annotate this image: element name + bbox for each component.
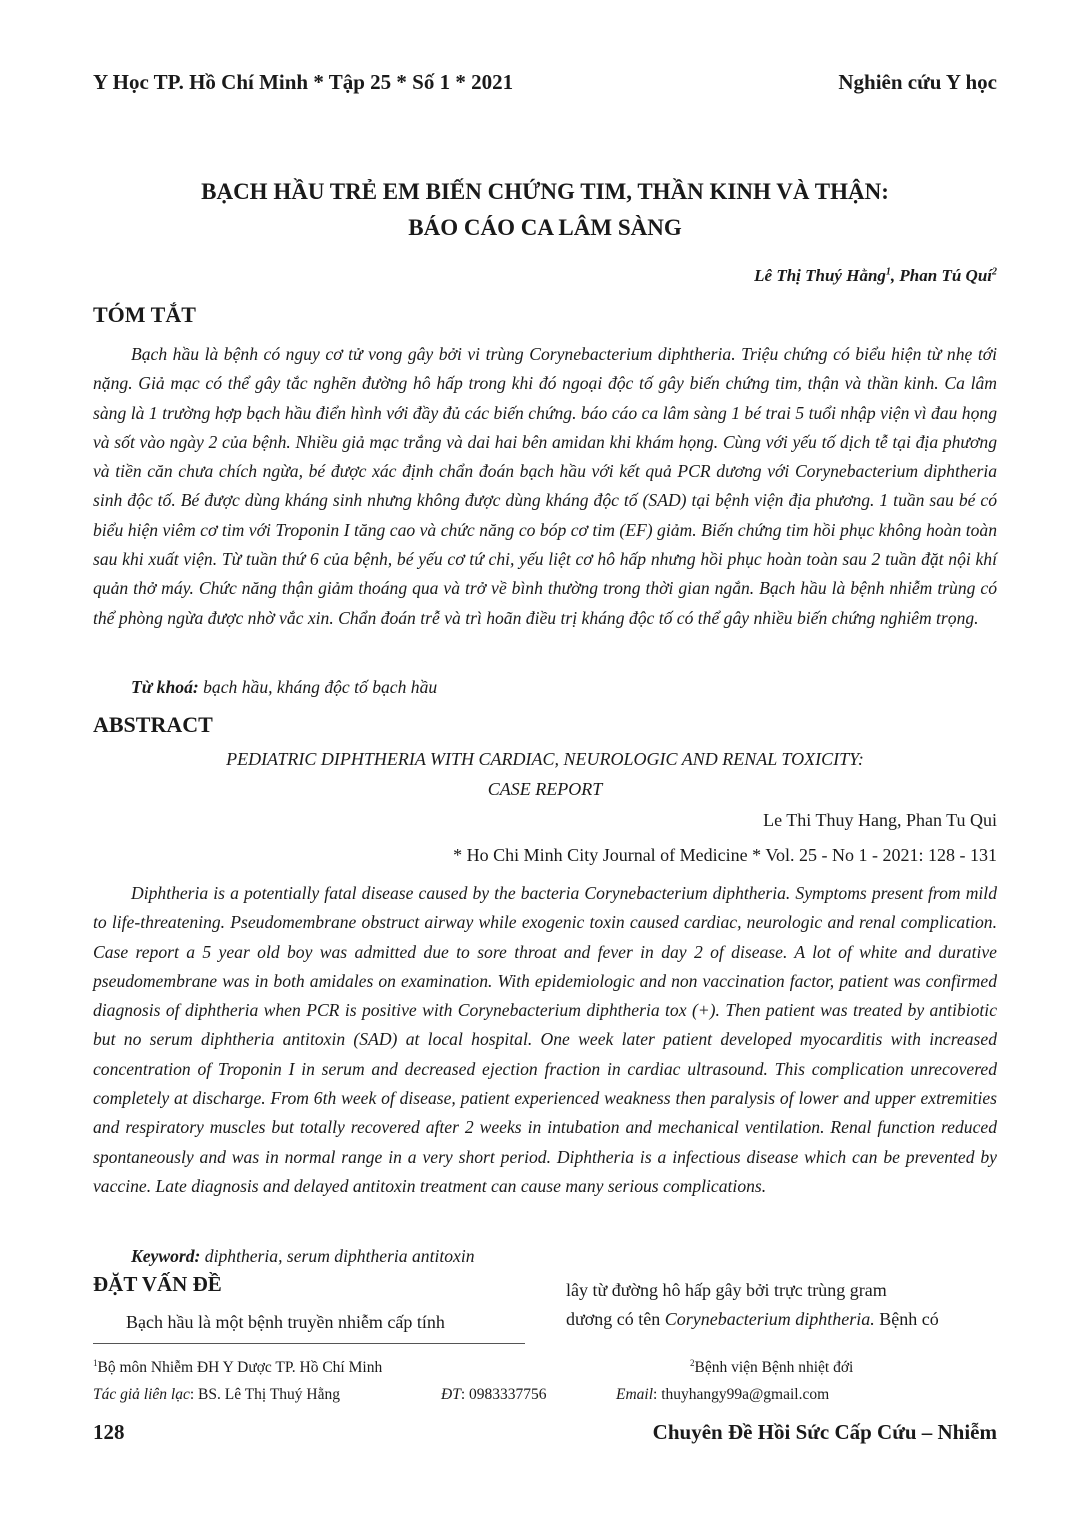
summary-text: Bạch hầu là bệnh có nguy cơ tử vong gây bởi vi trùng Corynebacterium diphtheria. Triệu chứng có biểu hiện từ nhẹ tới nặng. Giả mạc có thể gây tắc nghẽn đường hô hấp trong khi đó ngoại độc tố gây biến chứng tim, thận và thần kinh. Ca lâm sàng là 1 trường hợp bạch hầu điển hình với đầy đủ các biến chứng. báo cáo ca lâm sàng 1 bé trai 5 tuổi nhập viện vì đau họng và sốt vào ngày 2 của bệnh. Nhiều giả mạc trắng và dai hai bên amidan khi khám họng. Cùng với yếu tố dịch tễ tại địa phương và tiền căn chưa chích ngừa, bé được xác định chẩn đoán bạch hầu với kết quả PCR dương với Corynebacterium diphtheria sinh độc tố. Bé được dùng kháng sinh nhưng không được dùng kháng độc tố (SAD) tại bệnh viện địa phương. 1 tuần sau bé có biểu hiện viêm cơ tim với Troponin I tăng cao và chức năng co bóp cơ tim (EF) giảm. Biến chứng tim hồi phục không hoàn toàn sau khi xuất viện. Từ tuần thứ 6 của bệnh, bé yếu cơ tứ chi, yếu liệt cơ hô hấp nhưng hồi phục hoàn toàn sau 2 tuần đặt nội khí quản thở máy. Chức năng thận giảm thoáng qua và trở về bình thường trong thời gian ngắn. Bạch hầu là bệnh nhiễm trùng có thể phòng ngừa được nhờ vắc xin. Chẩn đoán trễ và trì hoãn điều trị kháng độc tố có thể gây nhiều biến chứng nghiêm trọng. [93,344,997,628]
abstract-text: Diphtheria is a potentially fatal disease caused by the bacteria Corynebacterium diphtheria. Symptoms present from mild to life-threatening. Pseudomembrane obstruct airway while exogenic toxin caused cardiac, neurologic and renal complication. Case report a 5 year old boy was admitted due to sore throat and fever in day 2 of disease. A lot of white and durative pseudomembrane was in both amidales on examination. With epidemiologic and non vaccination factor, patient was confirmed diagnosis of diphtheria when PCR is positive with Corynebacterium diphtheria tox (+). Then patient was treated by antibiotic but no serum diphtheria antitoxin (SAD) at local hospital. One week later patient developed myocarditis with increased concentration of Troponin I in serum and decreased ejection fraction in cardiac ultrasound. This complication unrecovered completely at discharge. From 6th week of disease, patient experienced weakness then paralysis of lower and upper extremities and respiratory muscles but totally recovered after 2 weeks in intubation and mechanical ventilation. Renal function reduced spontaneously and was in normal range in a very short period. Diphtheria is a infectious disease which can be prevented by vaccine. Late diagnosis and delayed antitoxin treatment can cause many serious complications. [93,883,997,1196]
intro-right-text [566,1276,997,1334]
english-title-line-2: CASE REPORT [487,779,603,799]
title-line-2: BÁO CÁO CA LÂM SÀNG [408,215,682,240]
affiliation-1-text: Bộ môn Nhiễm ĐH Y Dược TP. Hồ Chí Minh [97,1359,383,1377]
english-title [93,744,997,804]
keywords-en [131,1246,475,1267]
paper-title [93,174,997,246]
author-2: Phan Tú Quí [899,266,992,285]
author-1-sup: 1 [885,266,891,278]
contact-author [93,1386,340,1404]
affiliation-2-text: Bệnh viện Bệnh nhiệt đới [694,1359,854,1377]
keywords-en-text: diphtheria, serum diphtheria antitoxin [200,1246,475,1266]
intro-right-line-2-b: Bệnh có [874,1309,939,1329]
footer-topic: Chuyên Đề Hồi Sức Cấp Cứu – Nhiễm [652,1420,997,1444]
abstract-heading: ABSTRACT [93,712,213,737]
citation: * Ho Chi Minh City Journal of Medicine * Vol. 25 - No 1 - 2021: 128 - 131 [453,845,997,865]
english-title-line-1: PEDIATRIC DIPHTHERIA WITH CARDIAC, NEUROLOGIC AND RENAL TOXICITY: [226,749,864,769]
intro-left-text: Bạch hầu là một bệnh truyền nhiễm cấp tính [126,1312,445,1332]
contact-name: : BS. Lê Thị Thuý Hằng [189,1386,340,1403]
contact-label: Tác giả liên lạc [93,1386,190,1403]
intro-right-line-2 [566,1305,997,1334]
page-number: 128 [93,1420,125,1444]
phone-label: ĐT [441,1386,461,1403]
author-separator: , [890,266,900,285]
authors-vn [754,266,997,286]
keywords-vn-text: bạch hầu, kháng độc tố bạch hầu [198,677,438,697]
section-header: Nghiên cứu Y học [838,70,997,94]
email-address: : thuyhangy99a@gmail.com [653,1386,830,1403]
intro-right-line-1: lây từ đường hô hấp gây bởi trực trùng gram [566,1280,887,1300]
journal-header: Y Học TP. Hồ Chí Minh * Tập 25 * Số 1 * 2021 [93,70,514,94]
title-line-1: BẠCH HẦU TRẺ EM BIẾN CHỨNG TIM, THẦN KINH VÀ THẬN: [201,179,889,204]
keywords-en-label: Keyword: [131,1246,201,1266]
contact-email [616,1386,829,1404]
keywords-vn-label: Từ khoá: [131,677,199,697]
affiliation-1 [93,1358,382,1377]
affiliation-2 [690,1358,853,1377]
phone-number: : 0983337756 [460,1386,547,1403]
email-label: Email [616,1386,654,1403]
footnote-divider [93,1343,525,1344]
authors-en: Le Thi Thuy Hang, Phan Tu Qui [763,810,997,830]
affiliation-2-sup: 2 [690,1358,695,1368]
intro-right-line-2-italic: Corynebacterium diphtheria. [664,1309,875,1329]
keywords-vn [131,677,437,698]
contact-phone [441,1386,547,1404]
intro-heading: ĐẶT VẤN ĐỀ [93,1272,222,1296]
summary-heading: TÓM TẮT [93,302,196,327]
author-2-sup: 2 [992,266,997,278]
author-1: Lê Thị Thuý Hằng [754,266,886,285]
affiliation-1-sup: 1 [93,1358,98,1368]
intro-right-line-2-a: dương có tên [566,1309,665,1329]
